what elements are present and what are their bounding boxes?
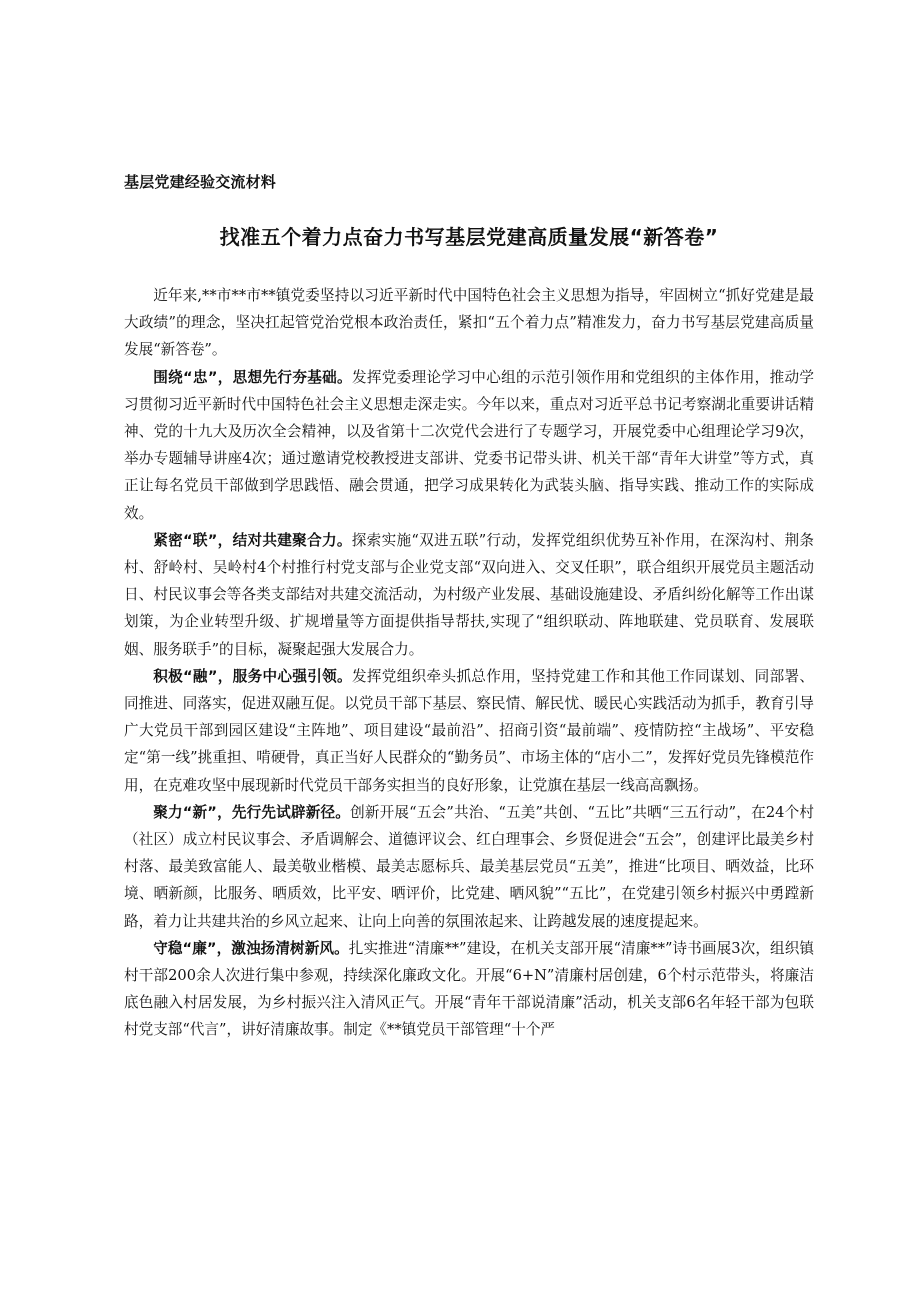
section-heading: 围绕“忠”，思想先行夯基础。 xyxy=(153,368,352,386)
document-category-label: 基层党建经验交流材料 xyxy=(124,173,277,191)
section-heading: 积极“融”，服务中心强引领。 xyxy=(153,667,352,685)
section-body: 创新开展“五会”共治、“五美”共创、“五比”共晒“三五行动”，在24个村（社区）成立村民议事会、矛盾调解会、道德评议会、红白理事会、乡贤促进会“五会”，创建评比最美乡村村落、最美致富能人、最美敬业楷模、最美志愿标兵、最美基层党员“五美”，推进“比项目、晒效益，比环境、晒新颜，比服务、晒质效，比平安、晒评价，比党建、晒风貌”“五比”，在党建引领乡村振兴中勇蹚新路，着力让共建共治的乡风立起来、让向上向善的氛围浓起来、让跨越发展的速度提起来。 xyxy=(124,803,814,930)
section-heading: 紧密“联”，结对共建聚合力。 xyxy=(153,531,352,549)
section-paragraph-integrity xyxy=(124,935,814,1044)
section-heading: 聚力“新”，先行先试辟新径。 xyxy=(153,803,351,821)
section-body: 发挥党组织牵头抓总作用，坚持党建工作和其他工作同谋划、同部署、同推进、同落实，促进双融互促。以党员干部下基层、察民情、解民忧、暖民心实践活动为抓手，教育引导广大党员干部到园区建设“主阵地”、项目建设“最前沿”、招商引资“最前端”、疫情防控“主战场”、平安稳定“第一线”挑重担、啃硬骨，真正当好人民群众的“勤务员”、市场主体的“店小二”，发挥好党员先锋模范作用，在克难攻坚中展现新时代党员干部务实担当的良好形象，让党旗在基层一线高高飘扬。 xyxy=(124,667,814,794)
document-page xyxy=(124,170,814,1044)
section-heading: 守稳“廉”，激浊扬清树新风。 xyxy=(153,939,349,957)
section-paragraph-loyalty xyxy=(124,364,814,527)
section-body: 发挥党委理论学习中心组的示范引领作用和党组织的主体作用，推动学习贯彻习近平新时代中国特色社会主义思想走深走实。今年以来，重点对习近平总书记考察湖北重要讲话精神、党的十九大及历次全会精神，以及省第十二次党代会进行了专题学习，开展党委中心组理论学习9次，举办专题辅导讲座4次；通过邀请党校教授进支部讲、党委书记带头讲、机关干部“青年大讲堂”等方式，真正让每名党员干部做到学思践悟、融会贯通，把学习成果转化为武装头脑、指导实践、推动工作的实际成效。 xyxy=(124,368,814,522)
section-paragraph-innovate xyxy=(124,799,814,935)
intro-paragraph: 近年来,**市**市**镇党委坚持以习近平新时代中国特色社会主义思想为指导，牢固树立“抓好党建是最大政绩”的理念，坚决扛起管党治党根本政治责任，紧扣“五个着力点”精准发力，奋力书写基层党建高质量发展“新答卷”。 xyxy=(124,287,814,359)
section-paragraph-integrate xyxy=(124,663,814,799)
section-body: 探索实施“双进五联”行动，发挥党组织优势互补作用，在深沟村、荆条村、舒岭村、吴岭村4个村推行村党支部与企业党支部“双向进入、交叉任职”，联合组织开展党员主题活动日、村民议事会等各类支部结对共建交流活动，为村级产业发展、基础设施建设、矛盾纠纷化解等工作出谋划策，为企业转型升级、扩规增量等方面提供指导帮扶,实现了“组织联动、阵地联建、党员联育、发展联姻、服务联手”的目标，凝聚起强大发展合力。 xyxy=(124,531,814,658)
document-title: 找准五个着力点奋力书写基层党建高质量发展“新答卷” xyxy=(219,225,719,249)
section-paragraph-link xyxy=(124,527,814,663)
section-body: 扎实推进“清廉**”建设，在机关支部开展“清廉**”诗书画展3次，组织镇村干部200余人次进行集中参观，持续深化廉政文化。开展“6+N”清廉村居创建，6个村示范带头，将廉洁底色融入村居发展，为乡村振兴注入清风正气。开展“青年干部说清廉”活动，机关支部6名年轻干部为包联村党支部“代言”，讲好清廉故事。制定《**镇党员干部管理“十个严 xyxy=(124,939,814,1039)
